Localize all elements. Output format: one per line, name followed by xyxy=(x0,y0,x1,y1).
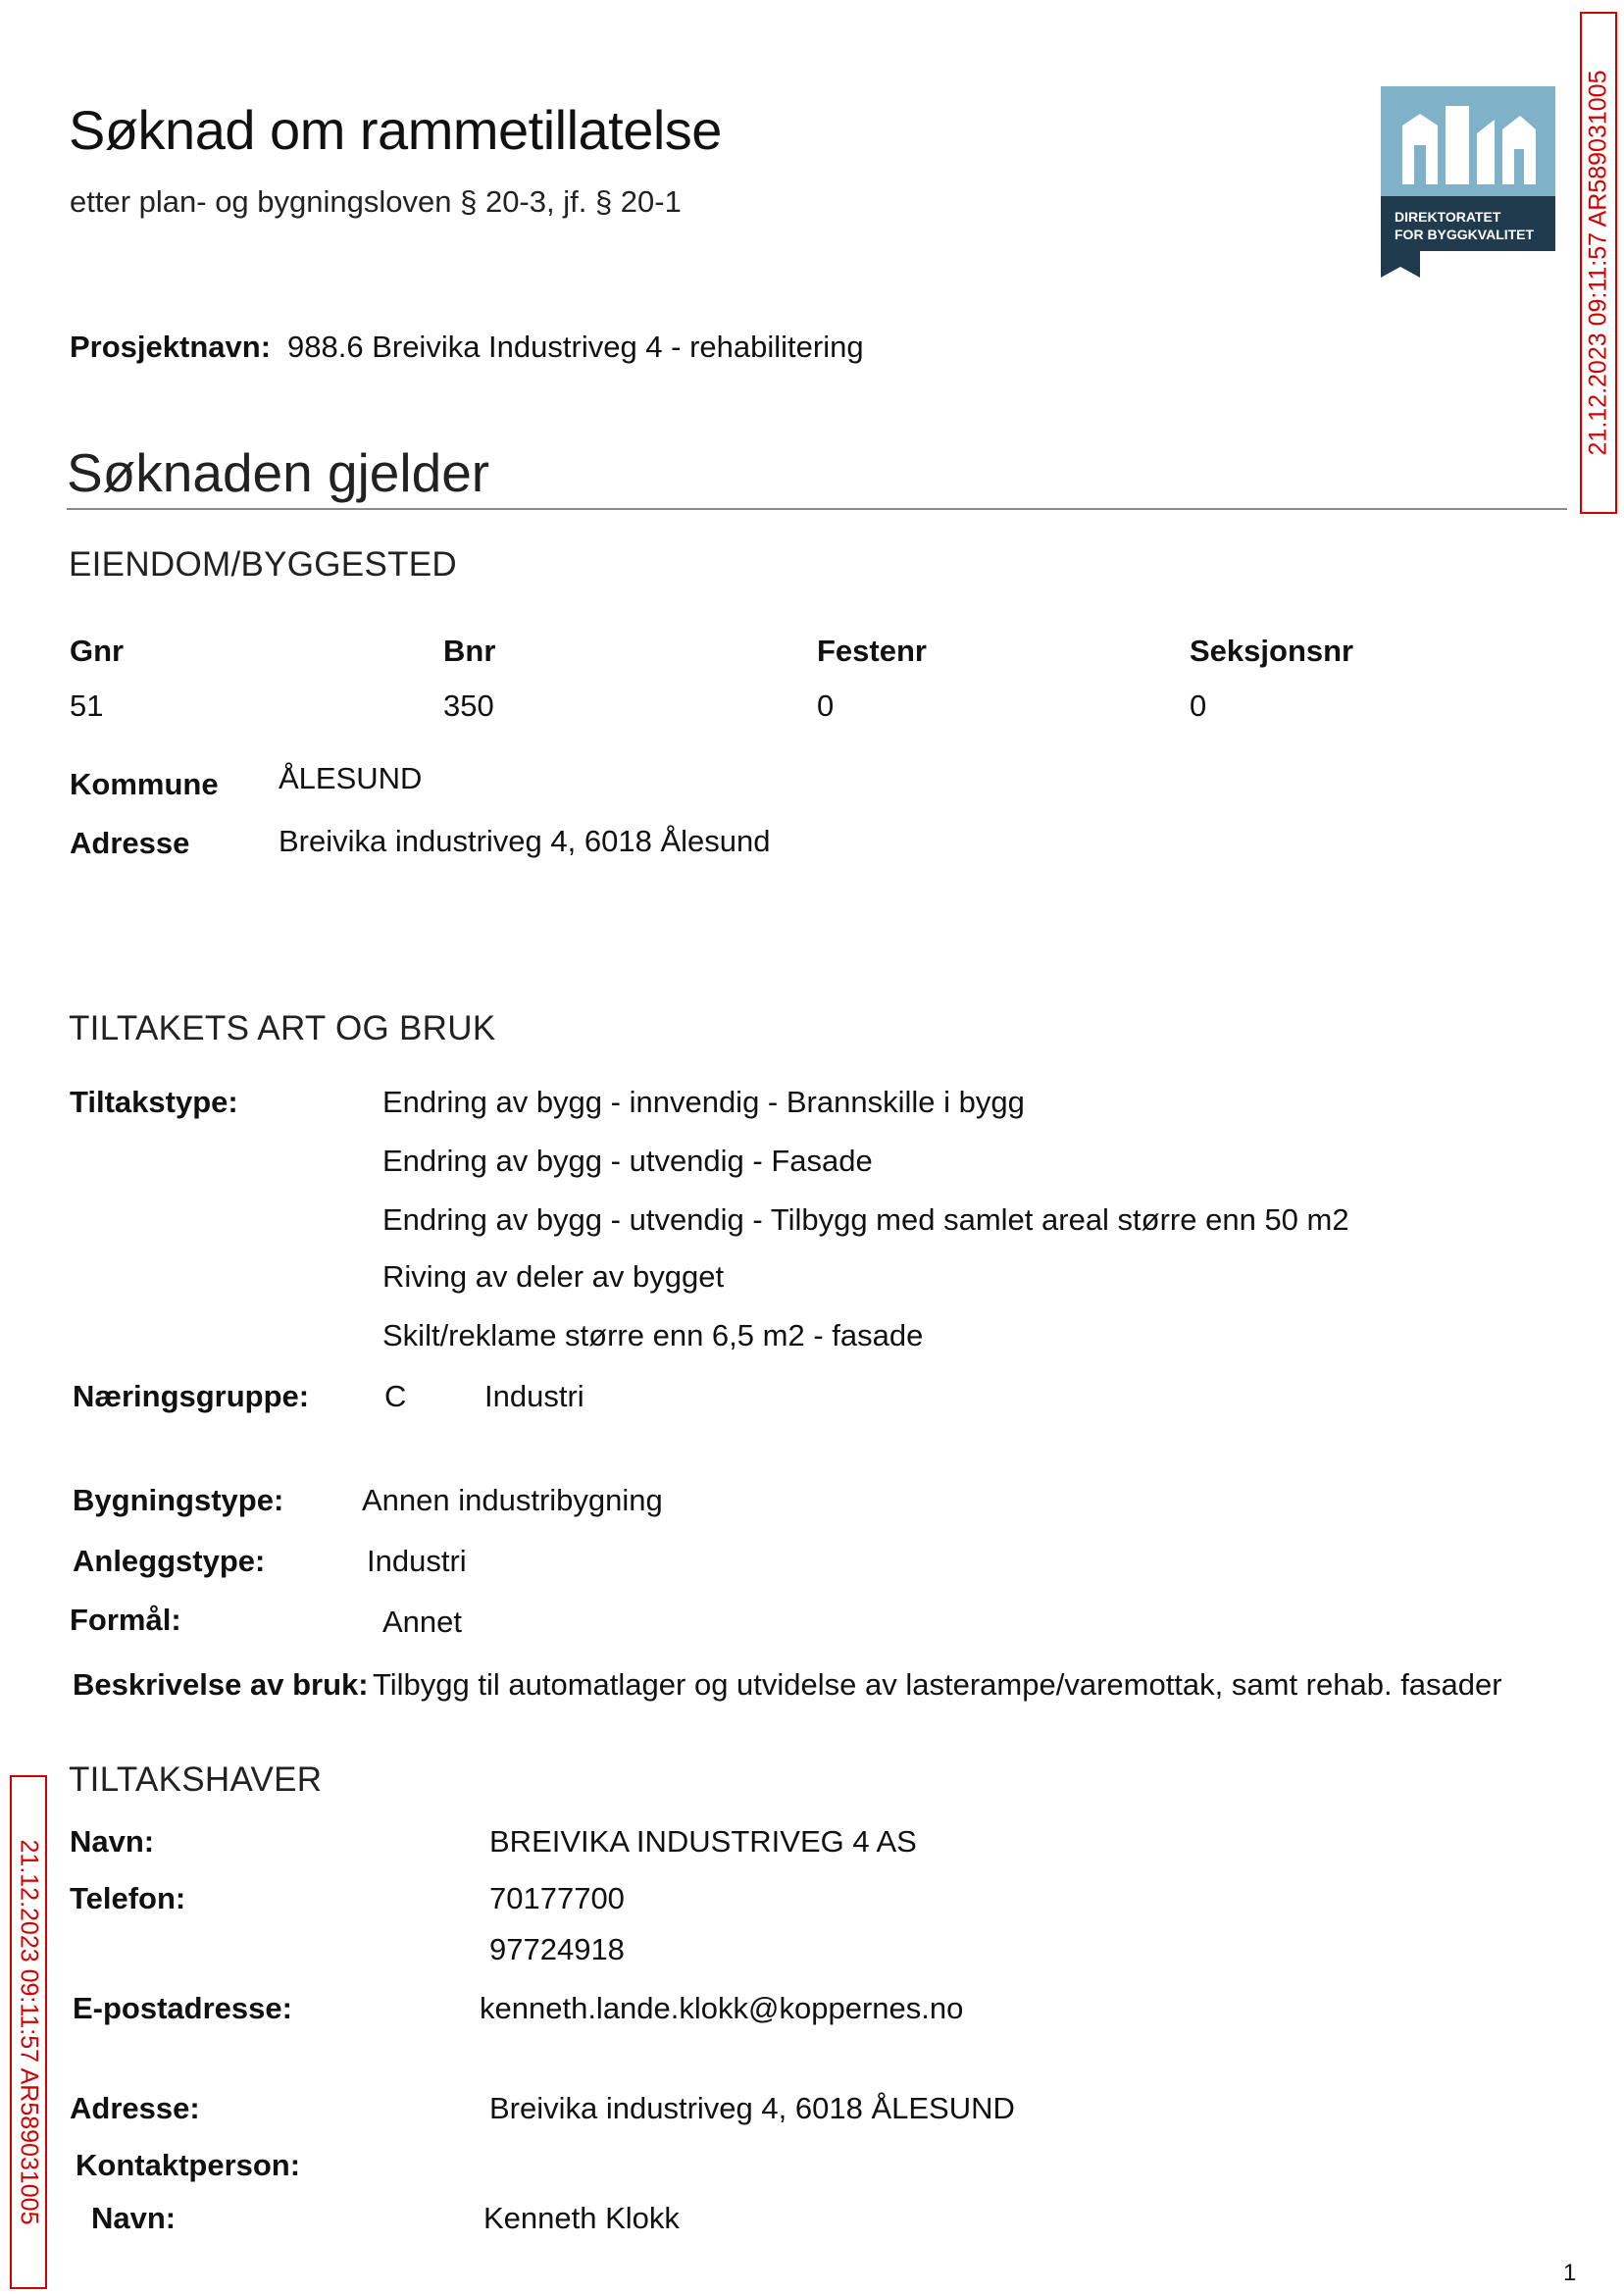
owner-adresse-label: Adresse: xyxy=(70,2091,200,2125)
dibk-logo xyxy=(1381,86,1555,278)
kontaktperson-name-label: Navn: xyxy=(91,2201,177,2235)
tiltakstype-item: Skilt/reklame større enn 6,5 m2 - fasade xyxy=(382,1318,924,1352)
receipt-stamp-bottom xyxy=(10,1775,47,2289)
owner-heading: TILTAKSHAVER xyxy=(69,1760,323,1799)
logo-line2: FOR BYGGKVALITET xyxy=(1395,227,1535,242)
page-number: 1 xyxy=(1563,2260,1577,2286)
adresse-label: Adresse xyxy=(70,826,190,860)
naeringsgruppe-code: C xyxy=(384,1379,407,1413)
seksjonsnr-label: Seksjonsnr xyxy=(1190,634,1354,668)
beskrivelse-value: Tilbygg til automatlager og utvidelse av lasterampe/varemottak, samt rehab. fasader xyxy=(373,1667,1502,1702)
tiltakstype-label: Tiltakstype: xyxy=(70,1085,238,1119)
seksjonsnr-value: 0 xyxy=(1190,688,1207,723)
owner-adresse-value: Breivika industriveg 4, 6018 ÅLESUND xyxy=(489,2091,1015,2125)
bygningstype-label: Bygningstype: xyxy=(73,1483,284,1517)
telefon-value: 70177700 xyxy=(489,1881,625,1915)
bnr-label: Bnr xyxy=(443,634,496,668)
festenr-value: 0 xyxy=(817,688,835,723)
kommune-label: Kommune xyxy=(70,767,219,801)
property-heading: EIENDOM/BYGGESTED xyxy=(69,545,457,584)
beskrivelse-label: Beskrivelse av bruk: xyxy=(73,1667,369,1702)
receipt-stamp-top xyxy=(1580,12,1617,514)
kontaktperson-label: Kontaktperson: xyxy=(76,2148,301,2182)
festenr-label: Festenr xyxy=(817,634,927,668)
telefon-label: Telefon: xyxy=(70,1881,186,1915)
formal-value: Annet xyxy=(382,1605,463,1639)
bnr-value: 350 xyxy=(443,688,494,723)
project-label: Prosjektnavn: xyxy=(70,330,272,364)
naeringsgruppe-label: Næringsgruppe: xyxy=(73,1379,310,1413)
document-subtitle: etter plan- og bygningsloven § 20-3, jf. § 20-1 xyxy=(70,184,682,219)
gnr-label: Gnr xyxy=(70,634,125,668)
document-title: Søknad om rammetillatelse xyxy=(69,99,722,161)
naeringsgruppe-name: Industri xyxy=(484,1379,584,1413)
section-divider xyxy=(67,508,1567,510)
section-title: Søknaden gjelder xyxy=(67,442,490,503)
epost-label: E-postadresse: xyxy=(73,1991,292,2025)
kommune-value: ÅLESUND xyxy=(279,761,423,795)
owner-name-label: Navn: xyxy=(70,1824,155,1859)
gnr-value: 51 xyxy=(70,688,104,723)
tiltakstype-item: Endring av bygg - utvendig - Tilbygg med samlet areal større enn 50 m2 xyxy=(382,1202,1349,1237)
adresse-value: Breivika industriveg 4, 6018 Ålesund xyxy=(279,824,771,858)
telefon-value: 97724918 xyxy=(489,1932,625,1966)
tiltakstype-item: Endring av bygg - utvendig - Fasade xyxy=(382,1144,873,1178)
stamp-text: 21.12.2023 09:11:57 AR589031005 xyxy=(1584,70,1612,456)
owner-name-value: BREIVIKA INDUSTRIVEG 4 AS xyxy=(489,1824,917,1859)
anleggstype-label: Anleggstype: xyxy=(73,1544,266,1578)
formal-label: Formål: xyxy=(70,1603,181,1637)
epost-value: kenneth.lande.klokk@koppernes.no xyxy=(480,1991,964,2025)
bygningstype-value: Annen industribygning xyxy=(362,1483,663,1517)
anleggstype-value: Industri xyxy=(367,1544,467,1578)
logo-line1: DIREKTORATET xyxy=(1395,209,1501,225)
stamp-text: 21.12.2023 09:11:57 AR589031005 xyxy=(15,1839,43,2225)
measure-heading: TILTAKETS ART OG BRUK xyxy=(69,1009,496,1047)
kontaktperson-name-value: Kenneth Klokk xyxy=(483,2201,680,2235)
project-name: 988.6 Breivika Industriveg 4 - rehabilitering xyxy=(287,330,864,364)
tiltakstype-item: Endring av bygg - innvendig - Brannskille i bygg xyxy=(382,1085,1025,1119)
tiltakstype-item: Riving av deler av bygget xyxy=(382,1259,725,1294)
